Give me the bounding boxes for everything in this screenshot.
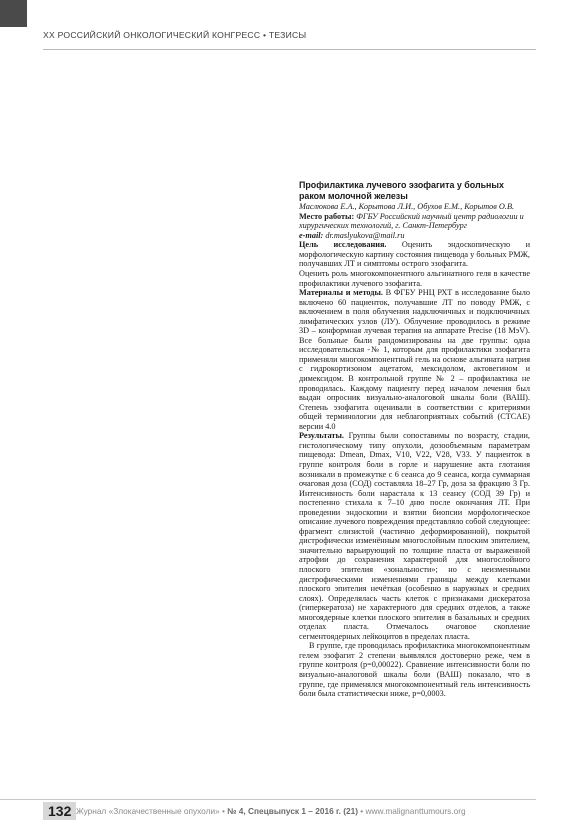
aim-label: Цель исследования. [299,240,387,250]
article-affiliation [299,212,530,231]
conclusion-paragraph: В группе, где проводилась профилактика многокомпонентным гелем эзофагит 2 степени выявлялся достоверно реже, чем в группе контроля (p=0,00022). Сравнение интенсивности боли по визуально-аналоговой шкалы боли (ВАШ) показало, что в группе, где применялся многокомпонентный гель интенсивность боли была статистически ниже, p=0,0003. [299,641,530,699]
journal-name: Журнал «Злокачественные опухоли» [76,806,220,816]
email-label: e-mail: [299,230,324,240]
article-email [299,231,530,241]
methods-label: Материалы и методы. [299,288,383,298]
page-number: 132 [43,802,76,820]
affiliation-text: ФГБУ Российский научный центр радиологии и хирургических технологий, г. Санкт-Петербург [299,211,524,231]
aim-text: Оценить эндоскопическую и морфологическую картину состояния пищевода у больных РМЖ, получавших ЛТ и симптомы острого эзофагита. [299,240,530,269]
methods-paragraph [299,288,530,431]
footer-divider [0,799,536,800]
article-authors: Маслюкова Е.А., Корытова Л.И., Обухов Е.М., Корытов О.В. [299,202,515,212]
corner-tab [0,0,27,27]
results-text: Группы были сопоставимы по возрасту, стадии, гистологическому типу опухоли, дозообъемным параметрам пищевода: Dmean, Dmax, V10, V22, V28, V33. У пациенток в группе контроля боли в горле и нарушение акта глотания возникали в промежутке с 6 сеанса до 9 сеанса, когда суммарная очаговая доза (СОД) составляла 18–27 Гр, доза за фракцию 3 Гр. Интенсивность боли нарастала к 13 сеансу (СОД 39 Гр) и постепенно стихала к 7–10 дню после окончания ЛТ. При проведении эндоскопии и взятии биопсии морфологическое описание лучевого повреждения представляло собой следующее: фрагмент слизистой (частично деформированной), покрытой дистрофически изменённым многослойным плоским эпителием, значительно варьирующий по толщине пласта от выраженной атрофии до сохранения характерной для многослойного плоского эпителия «зональности»; но с неизменными дистрофическими изменениями границы между клетками плоского эпителия нечёткая (особенно в наружных и средних слоях). Определялась часть клеток с признаками дискератоза (гиперкератоза) не характерного для средних отделов, а также многоядерные клетки плоского эпителия в базальных и средних отделах пласта. Отмечалось очаговое скопление сегментоядерных лейкоцитов в пределах пласта. [299,431,530,641]
journal-website[interactable]: www.malignanttumours.org [365,806,466,816]
issue-info: № 4, Спецвыпуск 1 – 2016 г. (21) [227,806,358,816]
results-paragraph [299,431,530,641]
page-footer [0,799,580,820]
aim-paragraph [299,240,530,269]
methods-text: В ФГБУ РНЦ РХТ в исследование было включено 60 пациенток, получавшие ЛТ по поводу РМЖ, с включением в поля облучения надключичных и подключичных лимфатических узлов (ЛУ). Облучение проводилось в режиме 3D – конформная лучевая терапия на аппарате Precise (18 MэV). Все больные были рандомизированы на две группы: одна исследовательская -№ 1, которым для профилактики эзофагита применяли многокомпонентный гель на основе альгината натрия с гидрокортизоном ацетатом, мексидолом, актовегином и димексидом. В контрольной группе № 2 – профилактика не проводилась. Каждому пациенту перед началом лечения был выдан опросник визуально-аналоговой шкалы боли (ВАШ). Степень эзофагита оценивали в соответствии с критериями общей терминологии для неблагоприятных событий (CTCAE) версии 4.0 [299,288,530,431]
footer-citation: Журнал «Злокачественные опухоли» • № 4, Спецвыпуск 1 – 2016 г. (21) • www.malignanttumours.org [76,806,466,816]
header-divider [43,49,536,50]
abstract-article [299,180,530,699]
running-header: XX РОССИЙСКИЙ ОНКОЛОГИЧЕСКИЙ КОНГРЕСС • ТЕЗИСЫ [43,30,307,40]
results-label: Результаты. [299,431,344,441]
affiliation-label: Место работы: [299,211,355,221]
email-address[interactable]: dr.maslyukova@mail.ru [325,230,405,240]
aim-paragraph-2: Оценить роль многокомпонентного альгинатного геля в качестве профилактики лучевого эзофагита. [299,269,530,288]
article-title: Профилактика лучевого эзофагита у больных раком молочной железы [299,180,504,201]
